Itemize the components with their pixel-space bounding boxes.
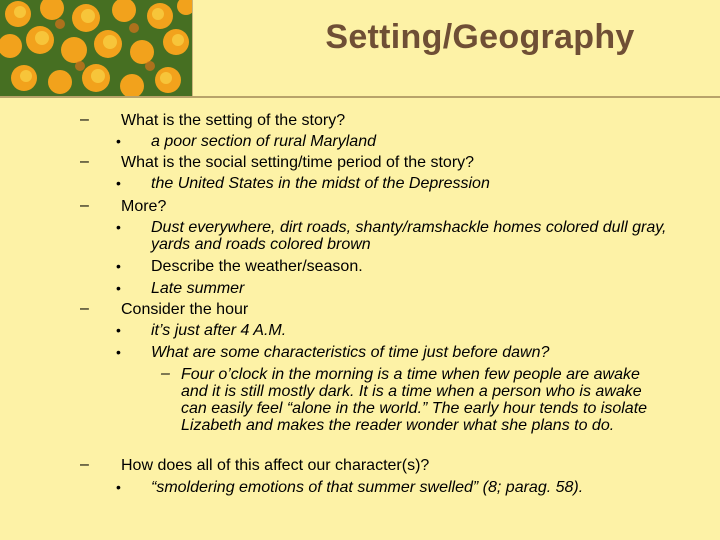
answer-3-3: Late summer — [151, 280, 245, 297]
answer-4-2: What are some characteristics of time just before dawn? — [151, 344, 550, 361]
answer-2-1: the United States in the midst of the Depression — [151, 175, 490, 192]
bullet: • — [116, 280, 121, 296]
slide-title: Setting/Geography — [325, 18, 635, 56]
question-5: How does all of this affect our character(s)? — [121, 457, 430, 474]
dash-bullet: – — [80, 197, 89, 214]
bullet: • — [116, 175, 121, 191]
answer-3-1: Dust everywhere, dirt roads, shanty/ramshackle homes colored dull gray, yards and roads colored brown — [151, 219, 667, 253]
answer-4-1: it’s just after 4 A.M. — [151, 322, 287, 339]
answer-1-1: a poor section of rural Maryland — [151, 133, 376, 150]
bullet: • — [116, 133, 121, 149]
bullet: • — [116, 479, 121, 495]
bullet: • — [116, 322, 121, 338]
question-4: Consider the hour — [121, 301, 249, 318]
marigold-flowers-image — [0, 0, 192, 96]
header-divider-horizontal — [0, 96, 720, 98]
question-1: What is the setting of the story? — [121, 112, 346, 129]
answer-4-2-detail: Four o’clock in the morning is a time when few people are awake and it is still mostly dark. It is a time when a person who is awake can easily feel “alone in the world.” The early hour tends to isolate Lizabeth and makes the reader wonder what she plans to do. — [181, 366, 648, 434]
dash-bullet: – — [80, 153, 89, 170]
bullet: • — [116, 258, 121, 274]
question-2: What is the social setting/time period of the story? — [121, 154, 475, 171]
dash-bullet: – — [80, 456, 89, 473]
bullet: • — [116, 344, 121, 360]
dash-bullet: – — [80, 300, 89, 317]
answer-3-2: Describe the weather/season. — [151, 258, 363, 275]
question-3: More? — [121, 198, 167, 215]
dash-bullet: – — [161, 365, 170, 382]
dash-bullet: – — [80, 111, 89, 128]
bullet: • — [116, 219, 121, 235]
answer-5-1: “smoldering emotions of that summer swelled” (8; parag. 58). — [151, 479, 584, 496]
